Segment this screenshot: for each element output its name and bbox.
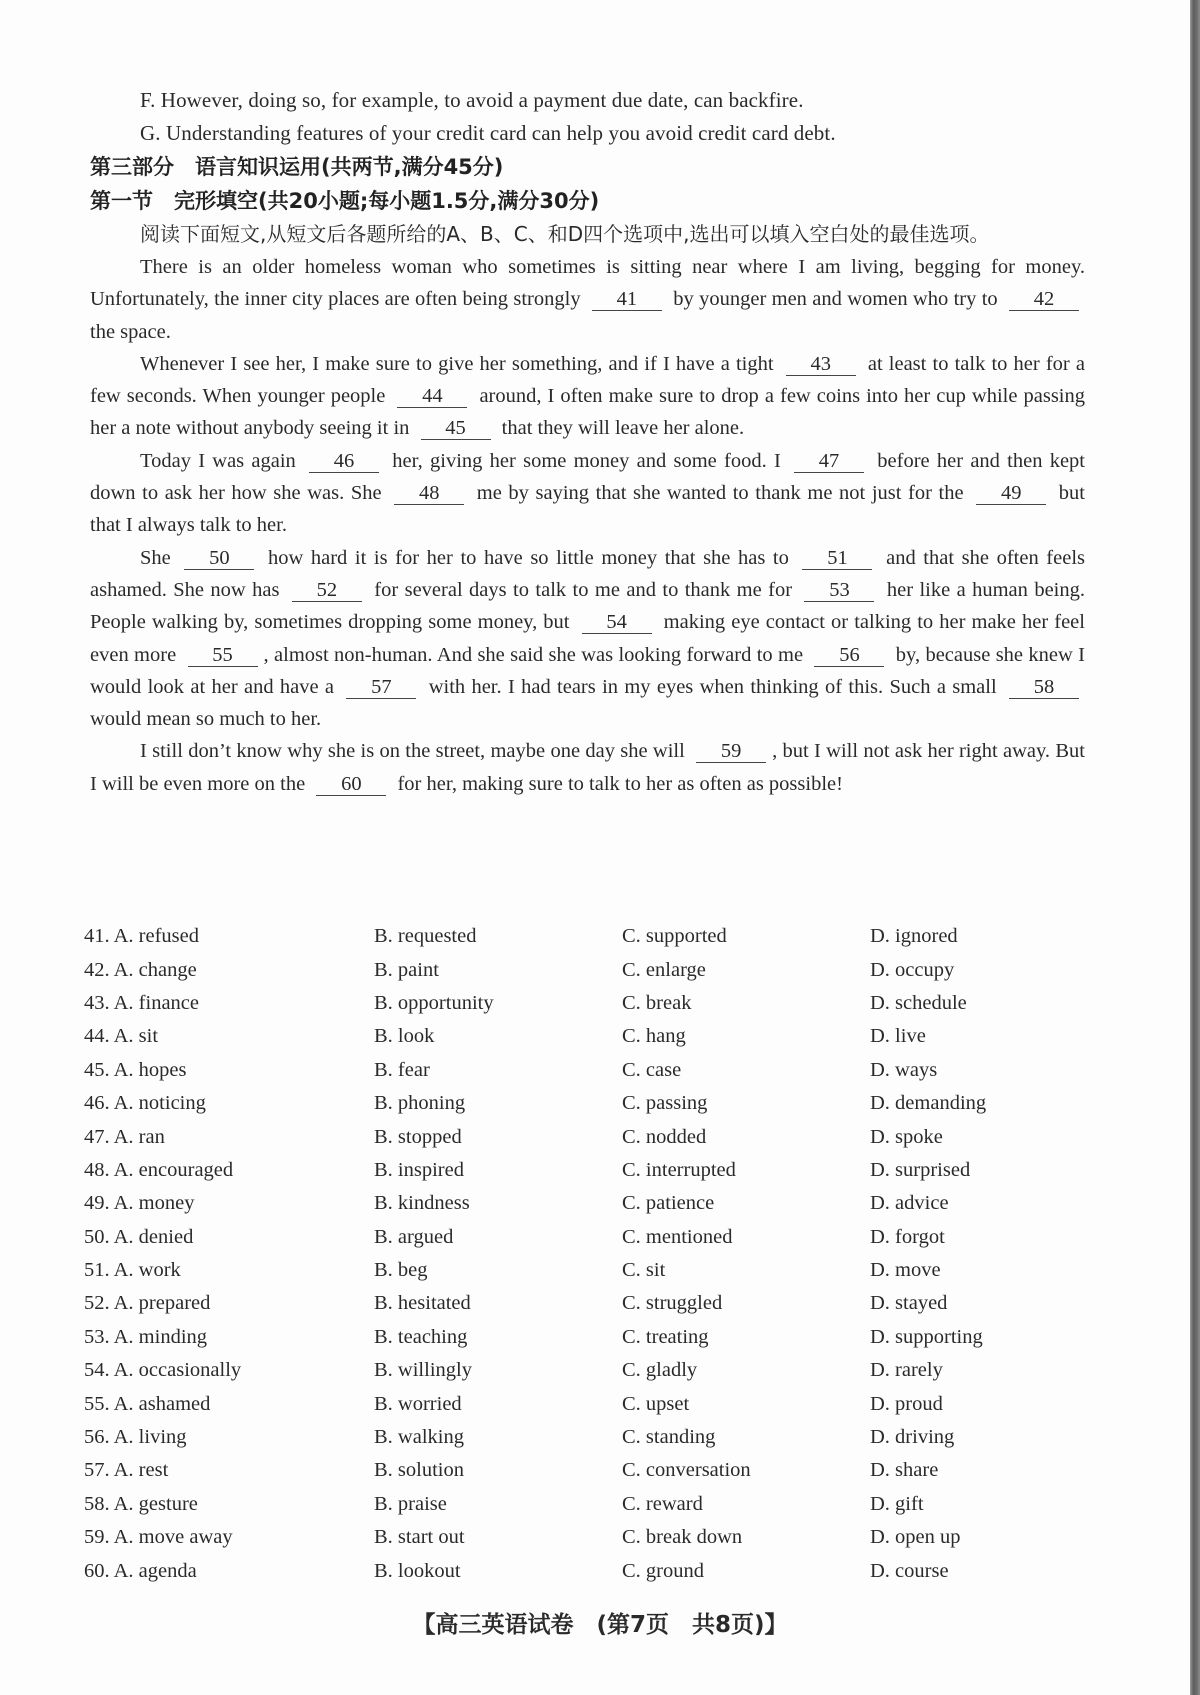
- option-a-text: A. minding: [113, 1325, 208, 1348]
- blank-47: 47: [794, 450, 864, 473]
- blank-42: 42: [1009, 288, 1079, 311]
- question-number: 59.: [84, 1526, 110, 1549]
- question-number: 54.: [84, 1359, 110, 1382]
- option-a: [84, 1159, 374, 1182]
- option-c: C. hang: [622, 1025, 686, 1048]
- option-a: [84, 1292, 374, 1315]
- question-row: [84, 1454, 1084, 1487]
- passage-paragraph: [90, 445, 1085, 542]
- blank-43: 43: [786, 353, 856, 376]
- option-d: D. course: [870, 1559, 949, 1582]
- option-c: C. mentioned: [622, 1225, 733, 1248]
- question-row: [84, 1221, 1084, 1254]
- blank-49: 49: [976, 482, 1046, 505]
- passage-text: me by saying that she wanted to thank me not just for the: [470, 482, 971, 505]
- option-d: D. supporting: [870, 1325, 983, 1348]
- blank-52: 52: [292, 579, 362, 602]
- passage-text: Today I was again: [140, 449, 304, 472]
- passage-text: before her and then kept down to ask her how she was. She: [90, 449, 1086, 505]
- question-number: 58.: [84, 1492, 110, 1515]
- option-a: [84, 959, 374, 982]
- option-b: B. praise: [374, 1492, 447, 1515]
- option-f-text: F. However, doing so, for example, to avoid a payment due date, can backfire.: [140, 88, 804, 112]
- passage-text: her like a human being. People walking by, sometimes dropping some money, but: [90, 578, 1085, 634]
- blank-55: 55: [188, 644, 258, 667]
- blank-53: 53: [804, 579, 874, 602]
- option-d: D. rarely: [870, 1359, 943, 1382]
- passage-text: her, giving her some money and some food. I: [385, 449, 789, 472]
- option-a: [84, 1393, 374, 1416]
- option-d: D. advice: [870, 1192, 949, 1215]
- question-number: 42.: [84, 958, 110, 981]
- question-row: [84, 1020, 1084, 1053]
- passage-text: with her. I had tears in my eyes when thinking of this. Such a small: [422, 675, 1003, 698]
- passage-text: at least to talk to her for a few seconds. When younger people: [90, 352, 1085, 408]
- passage-text: by younger men and women who try to: [667, 288, 1003, 311]
- question-row: [84, 1120, 1084, 1153]
- question-row: [84, 987, 1084, 1020]
- option-a: [84, 1259, 374, 1282]
- question-row: [84, 1254, 1084, 1287]
- option-b: B. start out: [374, 1526, 465, 1549]
- passage-text: by, because she knew I would look at her and have a: [90, 643, 1085, 698]
- question-number: 47.: [84, 1125, 110, 1148]
- question-number: 51.: [84, 1259, 110, 1282]
- option-d: D. open up: [870, 1526, 961, 1549]
- blank-50: 50: [184, 547, 254, 570]
- passage-text: for several days to talk to me and to thank me for: [367, 578, 799, 601]
- option-a: [84, 1192, 374, 1215]
- option-d: D. proud: [870, 1392, 943, 1415]
- question-number: 56.: [84, 1426, 110, 1449]
- option-a-text: A. refused: [113, 925, 200, 948]
- question-number: 41.: [84, 925, 110, 948]
- question-number: 57.: [84, 1459, 110, 1482]
- question-row: [84, 1521, 1084, 1554]
- blank-51: 51: [802, 547, 872, 570]
- option-d: D. move: [870, 1259, 941, 1282]
- option-c: C. upset: [622, 1392, 690, 1415]
- passage-text: She: [140, 546, 179, 569]
- option-d: D. gift: [870, 1492, 924, 1515]
- option-c: C. patience: [622, 1192, 715, 1215]
- option-b: B. paint: [374, 958, 439, 981]
- option-a: [84, 1025, 374, 1048]
- option-d: D. ignored: [870, 925, 958, 948]
- question-number: 48.: [84, 1158, 110, 1181]
- option-d: D. forgot: [870, 1225, 945, 1248]
- option-a-text: A. sit: [113, 1025, 159, 1048]
- passage-paragraph: [90, 348, 1085, 445]
- question-row: [84, 1154, 1084, 1187]
- option-a: [84, 1426, 374, 1449]
- passage-text: for her, making sure to talk to her as often as possible!: [392, 772, 843, 795]
- blank-59: 59: [696, 740, 766, 763]
- blank-56: 56: [814, 644, 884, 667]
- blank-54: 54: [582, 611, 652, 634]
- question-row: [84, 1421, 1084, 1454]
- blank-46: 46: [309, 450, 379, 473]
- passage-text: that they will leave her alone.: [496, 417, 745, 440]
- cloze-passage: [90, 251, 1085, 800]
- option-b: B. lookout: [374, 1559, 461, 1582]
- question-row: [84, 1321, 1084, 1354]
- option-a-text: A. ashamed: [113, 1392, 211, 1415]
- page-footer: 【高三英语试卷 (第7页 共8页)】: [412, 1612, 788, 1638]
- scan-edge-strip: [1190, 0, 1200, 1695]
- option-a-text: A. rest: [113, 1459, 169, 1482]
- option-c: C. struggled: [622, 1292, 723, 1315]
- question-number: 60.: [84, 1559, 110, 1582]
- question-options-list: [84, 920, 1084, 1588]
- option-c: C. enlarge: [622, 958, 706, 981]
- option-b: B. inspired: [374, 1158, 464, 1181]
- instructions: 阅读下面短文,从短文后各题所给的A、B、C、和D四个选项中,选出可以填入空白处的最佳选项。: [140, 222, 990, 246]
- option-a-text: A. finance: [113, 991, 199, 1014]
- question-row: [84, 1354, 1084, 1387]
- option-a: [84, 1226, 374, 1249]
- option-c: C. interrupted: [622, 1158, 736, 1181]
- page-content: [90, 84, 1085, 800]
- option-d: D. occupy: [870, 958, 955, 981]
- option-c: C. ground: [622, 1559, 704, 1582]
- option-b: B. worried: [374, 1392, 462, 1415]
- question-row: [84, 1087, 1084, 1120]
- passage-text: I still don’t know why she is on the street, maybe one day she will: [140, 740, 691, 763]
- option-a-text: A. hopes: [113, 1058, 187, 1081]
- question-row: [84, 1054, 1084, 1087]
- question-row: [84, 1554, 1084, 1587]
- passage-text: around, I often make sure to drop a few coins into her cup while passing her a note without anybody seeing it in: [90, 385, 1085, 440]
- option-a-text: A. occasionally: [113, 1359, 242, 1382]
- option-d: D. share: [870, 1459, 939, 1482]
- question-number: 43.: [84, 991, 110, 1014]
- passage-paragraph: [90, 735, 1085, 800]
- option-a-text: A. change: [113, 958, 197, 981]
- question-number: 49.: [84, 1192, 110, 1215]
- passage-text: Whenever I see her, I make sure to give her something, and if I have a tight: [140, 352, 780, 375]
- passage-text: and that she often feels ashamed. She now has: [90, 546, 1085, 601]
- option-a-text: A. ran: [113, 1125, 165, 1148]
- option-a-text: A. living: [113, 1426, 187, 1449]
- option-b: B. hesitated: [374, 1292, 471, 1315]
- option-a: [84, 925, 374, 948]
- option-d: D. ways: [870, 1058, 938, 1081]
- question-row: [84, 953, 1084, 986]
- passage-text: , almost non-human. And she said she was looking forward to me: [263, 643, 809, 666]
- option-a-text: A. gesture: [113, 1492, 198, 1515]
- passage-paragraph: [90, 542, 1085, 736]
- option-b: B. phoning: [374, 1092, 466, 1115]
- option-c: C. gladly: [622, 1359, 698, 1382]
- option-c: C. break down: [622, 1526, 743, 1549]
- option-d: D. driving: [870, 1426, 955, 1449]
- passage-paragraph: [90, 251, 1085, 348]
- passage-text: , but I will not ask her right away. But I will be even more on the: [90, 740, 1085, 795]
- question-row: [84, 920, 1084, 953]
- question-row: [84, 1287, 1084, 1320]
- question-number: 45.: [84, 1058, 110, 1081]
- option-b: B. stopped: [374, 1125, 462, 1148]
- blank-57: 57: [346, 676, 416, 699]
- option-b: B. beg: [374, 1259, 428, 1282]
- section-heading: 第一节 完形填空(共20小题;每小题1.5分,满分30分): [90, 189, 600, 213]
- option-c: C. nodded: [622, 1125, 707, 1148]
- option-g-text: G. Understanding features of your credit card can help you avoid credit card debt.: [140, 121, 836, 145]
- option-c: C. reward: [622, 1492, 703, 1515]
- option-b: B. kindness: [374, 1192, 470, 1215]
- option-a: [84, 1126, 374, 1149]
- option-d: D. schedule: [870, 991, 967, 1014]
- option-c: C. conversation: [622, 1459, 751, 1482]
- option-c: C. standing: [622, 1426, 716, 1449]
- option-b: B. solution: [374, 1459, 464, 1482]
- blank-58: 58: [1009, 676, 1079, 699]
- question-row: [84, 1488, 1084, 1521]
- option-a-text: A. denied: [113, 1225, 194, 1248]
- passage-text: making eye contact or talking to her make her feel even more: [90, 611, 1085, 666]
- option-a-text: A. noticing: [113, 1092, 206, 1115]
- option-a-text: A. agenda: [113, 1559, 197, 1582]
- option-d: D. stayed: [870, 1292, 948, 1315]
- question-row: [84, 1387, 1084, 1420]
- option-a: [84, 1092, 374, 1115]
- option-c: C. treating: [622, 1325, 709, 1348]
- option-a: [84, 1326, 374, 1349]
- passage-text: would mean so much to her.: [90, 708, 322, 731]
- blank-60: 60: [316, 773, 386, 796]
- option-c: C. break: [622, 991, 692, 1014]
- option-a: [84, 1459, 374, 1482]
- part-heading: 第三部分 语言知识运用(共两节,满分45分): [90, 155, 504, 179]
- option-b: B. requested: [374, 925, 477, 948]
- option-b: B. argued: [374, 1225, 454, 1248]
- option-a-text: A. move away: [113, 1526, 233, 1549]
- option-c: C. passing: [622, 1092, 708, 1115]
- option-b: B. walking: [374, 1426, 464, 1449]
- option-c: C. supported: [622, 925, 727, 948]
- question-number: 50.: [84, 1225, 110, 1248]
- passage-text: the space.: [90, 320, 171, 343]
- question-number: 46.: [84, 1092, 110, 1115]
- question-row: [84, 1187, 1084, 1220]
- blank-41: 41: [592, 288, 662, 311]
- option-a: [84, 992, 374, 1015]
- question-number: 53.: [84, 1325, 110, 1348]
- blank-44: 44: [397, 385, 467, 408]
- option-a: [84, 1493, 374, 1516]
- option-a-text: A. money: [113, 1192, 195, 1215]
- passage-text: There is an older homeless woman who sometimes is sitting near where I am living, begging for money. Unfortunately, the inner city places are often being strongly: [90, 256, 1085, 311]
- option-a-text: A. encouraged: [113, 1158, 234, 1181]
- option-d: D. surprised: [870, 1158, 971, 1181]
- option-c: C. sit: [622, 1259, 666, 1282]
- option-d: D. live: [870, 1025, 926, 1048]
- option-a-text: A. work: [113, 1259, 181, 1282]
- option-a: [84, 1526, 374, 1549]
- passage-text: how hard it is for her to have so little money that she has to: [260, 546, 797, 569]
- option-a: [84, 1560, 374, 1583]
- option-b: B. willingly: [374, 1359, 472, 1382]
- option-a: [84, 1359, 374, 1382]
- option-a: [84, 1059, 374, 1082]
- option-c: C. case: [622, 1058, 682, 1081]
- option-b: B. teaching: [374, 1325, 468, 1348]
- passage-text: but that I always talk to her.: [90, 482, 1085, 537]
- option-d: D. spoke: [870, 1125, 943, 1148]
- question-number: 55.: [84, 1392, 110, 1415]
- question-number: 44.: [84, 1025, 110, 1048]
- option-b: B. fear: [374, 1058, 430, 1081]
- option-b: B. look: [374, 1025, 435, 1048]
- question-number: 52.: [84, 1292, 110, 1315]
- option-d: D. demanding: [870, 1092, 987, 1115]
- blank-45: 45: [421, 417, 491, 440]
- option-a-text: A. prepared: [113, 1292, 211, 1315]
- option-b: B. opportunity: [374, 991, 494, 1014]
- blank-48: 48: [394, 482, 464, 505]
